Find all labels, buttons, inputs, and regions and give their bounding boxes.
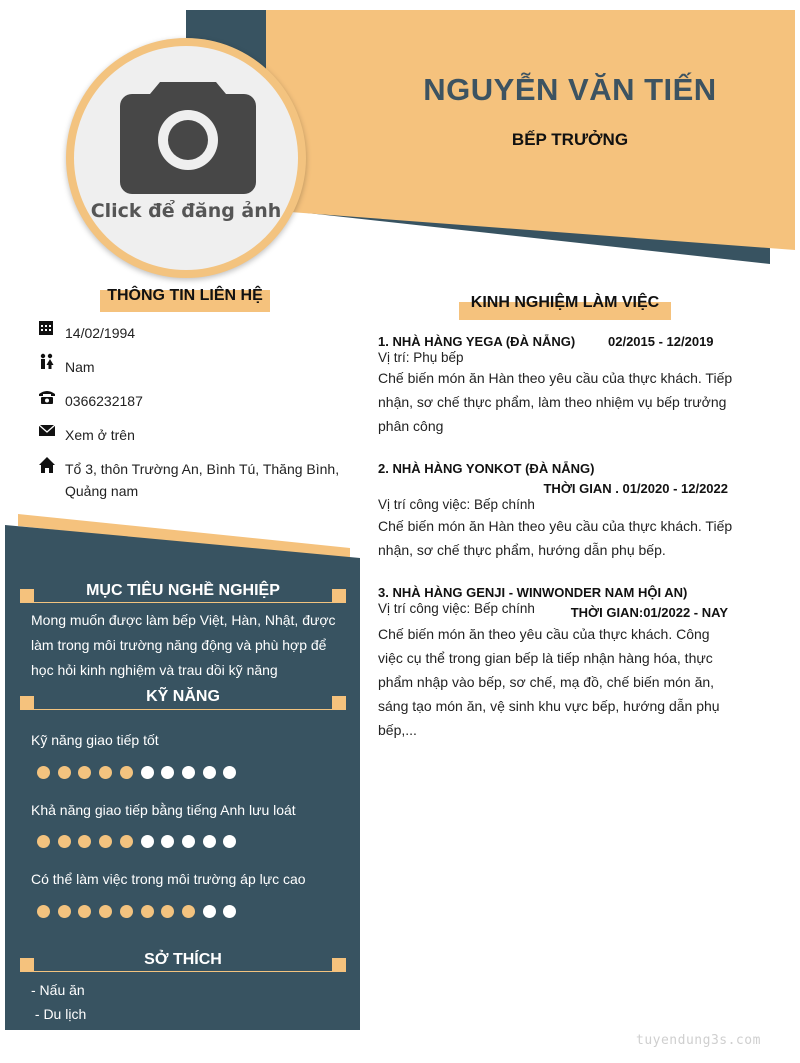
contact-address-line1: Tổ 3, thôn Trường An, Bình Tú, Thăng Bình, [65,461,340,477]
skills-underline [34,709,332,710]
job-desc-line: Chế biến món ăn theo yêu cầu của thực khách. Công [378,626,710,642]
skill-dot-empty [141,835,154,848]
objective-line: làm trong môi trường năng động và phù hợp để [31,637,327,653]
job-time: 02/2015 - 12/2019 [608,334,714,349]
skills-heading: KỸ NĂNG [146,688,220,705]
skill-dot-empty [203,905,216,918]
skill-rating [37,905,247,919]
skill-dot-filled [37,835,50,848]
skills-left-marker [20,696,34,710]
objective-underline [34,602,332,603]
job-desc-line: phẩm nhập vào bếp, sơ chế, mạ đồ, chế biến món ăn, [378,674,715,690]
camera-icon [120,76,256,194]
skill-dot-empty [182,835,195,848]
job-desc-line: sáng tạo món ăn, vệ sinh khu vực bếp, hướng dẫn phụ [378,698,720,714]
contact-phone: 0366232187 [65,393,143,409]
contact-address [65,458,345,502]
job-position: Vị trí công việc: Bếp chính [378,497,535,512]
skill-dot-filled [99,766,112,779]
contact-email: Xem ở trên [65,427,135,443]
skill-rating [37,835,247,849]
skill-dot-filled [120,766,133,779]
job-desc-line: phân công [378,418,444,434]
calendar-icon [38,319,56,337]
skill-dot-filled [99,905,112,918]
avatar-upload[interactable] [74,46,298,270]
contact-address-line2: Quảng nam [65,483,139,499]
skill-dot-filled [78,835,91,848]
hobbies-right-marker [332,958,346,972]
job-desc-line: nhận, sơ chế thực phẩm, làm theo nhiệm vụ bếp trưởng [378,394,727,410]
job-desc-line: nhận, sơ chế thực phẩm, hướng dẫn phụ bếp. [378,542,666,558]
skill-name: Kỹ năng giao tiếp tốt [31,732,159,748]
skill-dot-filled [58,835,71,848]
skill-dot-filled [182,905,195,918]
skill-dot-filled [161,905,174,918]
contact-birthdate: 14/02/1994 [65,325,136,341]
skill-name: Có thể làm việc trong môi trường áp lực cao [31,871,306,887]
skill-dot-empty [203,835,216,848]
skill-dot-filled [58,905,71,918]
objective-line: học hỏi kinh nghiệm và trau dồi kỹ năng [31,662,278,678]
job-description [378,514,738,562]
objective-line: Mong muốn được làm bếp Việt, Hàn, Nhật, được [31,612,336,628]
skill-dot-filled [99,835,112,848]
skill-dot-filled [37,766,50,779]
contact-gender: Nam [65,359,95,375]
watermark: tuyendung3s.com [636,1033,761,1048]
job-description [378,622,738,742]
skill-dot-empty [141,766,154,779]
job-company: 1. NHÀ HÀNG YEGA (ĐÀ NẴNG) [378,334,576,349]
job-company: 3. NHÀ HÀNG GENJI - WINWONDER NAM HỘI AN) [378,585,688,600]
job-position: Vị trí công việc: Bếp chính [378,601,535,616]
skill-rating [37,766,247,780]
skill-dot-filled [58,766,71,779]
hobbies-left-marker [20,958,34,972]
skill-dot-empty [223,835,236,848]
skill-dot-empty [182,766,195,779]
objective-left-marker [20,589,34,603]
job-description [378,366,738,438]
skill-dot-filled [120,835,133,848]
avatar-upload-label[interactable]: Click để đăng ảnh [90,200,282,222]
phone-icon [38,388,56,406]
skill-dot-filled [141,905,154,918]
skill-dot-empty [203,766,216,779]
gender-icon [38,353,56,371]
skill-dot-filled [120,905,133,918]
skill-name: Khả năng giao tiếp bằng tiếng Anh lưu loát [31,802,296,818]
hobby-item: - Nấu ăn [31,982,85,998]
job-desc-line: Chế biến món ăn Hàn theo yêu cầu của thực khách. Tiếp [378,370,733,386]
skill-dot-empty [161,766,174,779]
email-icon [38,422,56,440]
job-time: THỜI GIAN . 01/2020 - 12/2022 [543,481,728,496]
experience-heading: KINH NGHIỆM LÀM VIỆC [470,294,660,311]
job-desc-line: bếp,... [378,722,417,738]
skill-dot-empty [161,835,174,848]
home-icon [38,456,56,474]
job-time: THỜI GIAN:01/2022 - NAY [570,605,728,620]
objective-heading: MỤC TIÊU NGHỀ NGHIỆP [86,582,280,599]
skill-dot-empty [223,766,236,779]
job-desc-line: việc cụ thể trong gian bếp là tiếp nhận hàng hóa, thực [378,650,713,666]
hobby-item: - Du lịch [31,1006,87,1022]
job-position: Vị trí: Phụ bếp [378,350,464,365]
skills-right-marker [332,696,346,710]
hobbies-heading: SỞ THÍCH [144,951,222,968]
candidate-name: NGUYỄN VĂN TIẾN [423,72,717,107]
contact-heading: THÔNG TIN LIÊN HỆ [107,287,263,304]
job-company: 2. NHÀ HÀNG YONKOT (ĐÀ NẴNG) [378,461,595,476]
job-desc-line: Chế biến món ăn Hàn theo yêu cầu của thực khách. Tiếp [378,518,733,534]
skill-dot-filled [78,905,91,918]
objective-text [31,608,341,683]
hobbies-underline [34,971,332,972]
candidate-title: BẾP TRƯỞNG [511,130,629,149]
objective-right-marker [332,589,346,603]
skill-dot-empty [223,905,236,918]
skill-dot-filled [78,766,91,779]
skill-dot-filled [37,905,50,918]
